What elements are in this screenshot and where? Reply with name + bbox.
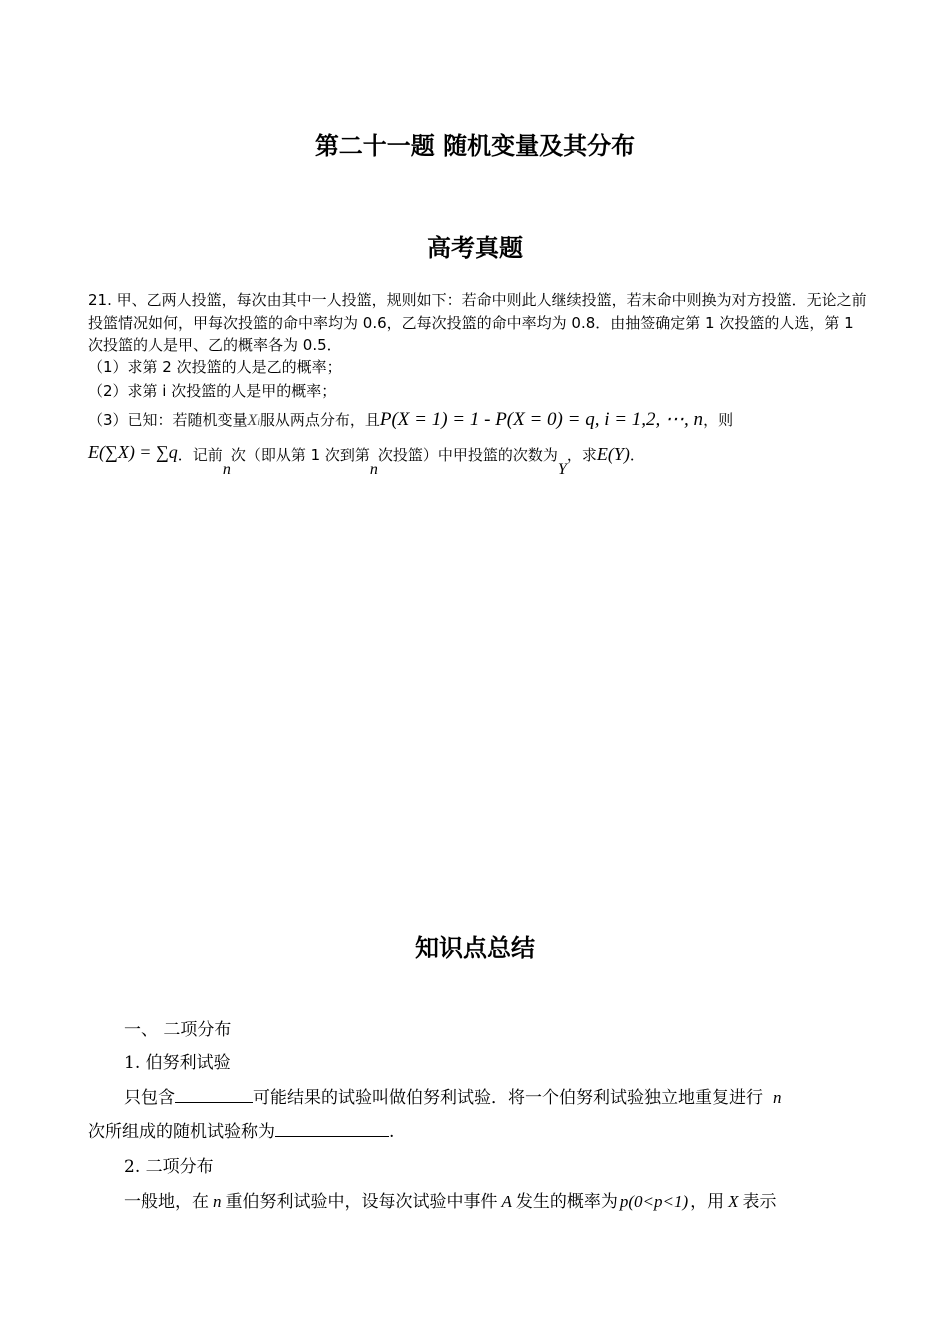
q3-text-e: 次（即从第 1 次到第 (230, 446, 370, 464)
section-title-exam-questions: 高考真题 (427, 233, 523, 262)
q3-expectation-y: E(Y) (596, 444, 630, 464)
question-1: （1）求第 2 次投篮的人是乙的概率； (88, 358, 342, 376)
summary-heading-binomial: 一、 二项分布 (124, 1020, 232, 1040)
q3-n-first: n (222, 461, 231, 478)
expectation-sum-formula: E(∑X) = ∑q (88, 442, 178, 462)
q3-text-a: （3）已知：若随机变量 (88, 411, 248, 429)
summary-bernoulli-title: 1. 伯努利试验 (124, 1053, 231, 1073)
summary-bernoulli-line-1: 只包含 可能结果的试验叫做伯努利试验．将一个伯努利试验独立地重复进行 n (124, 1083, 782, 1108)
summary-binomial-title: 2. 二项分布 (124, 1157, 214, 1177)
q3-text-g: ，求 (566, 446, 597, 464)
q3-probability-formula: P(X = 1) = 1 - P(X = 0) = q, i = 1,2, ⋯, n (379, 409, 704, 430)
q3-text-d: ．记前 (177, 446, 223, 464)
page-title: 第二十一题 随机变量及其分布 (314, 131, 636, 160)
problem-statement: 21. 甲、乙两人投篮，每次由其中一人投篮，规则如下：若命中则此人继续投篮，若末命中则换为对方投篮．无论之前投篮情况如何，甲每次投篮的命中率均为 0.6，乙每次投篮的命中率均为 0.8．由抽签确定第 1 次投篮的人选，第 1 次投篮的人是甲、乙的概率各为 0.5． (88, 291, 867, 354)
question-3-line-2 (88, 444, 645, 490)
q3-text-b: 服从两点分布，且 (259, 411, 380, 429)
question-3-line-1 (88, 408, 733, 431)
q3-text-f: 次投篮）中甲投篮的次数为 (377, 446, 558, 464)
section-title-summary: 知识点总结 (415, 933, 535, 962)
q3-random-variable: Xi (247, 412, 260, 429)
q3-text-h: ． (629, 446, 645, 464)
summary-binomial-line-1: 一般地，在 n 重伯努利试验中，设每次试验中事件 A 发生的概率为 p(0<p<1) ，用 X 表示 (124, 1192, 777, 1212)
fill-blank-1[interactable] (175, 1084, 253, 1103)
fill-blank-2[interactable] (275, 1118, 389, 1137)
q3-n-second: n (369, 461, 378, 478)
q3-y: Y (557, 461, 567, 478)
q3-text-c: ，则 (703, 411, 734, 429)
summary-bernoulli-line-2: 次所组成的随机试验称为 . (88, 1117, 394, 1142)
question-2: （2）求第 i 次投篮的人是甲的概率； (88, 382, 337, 400)
